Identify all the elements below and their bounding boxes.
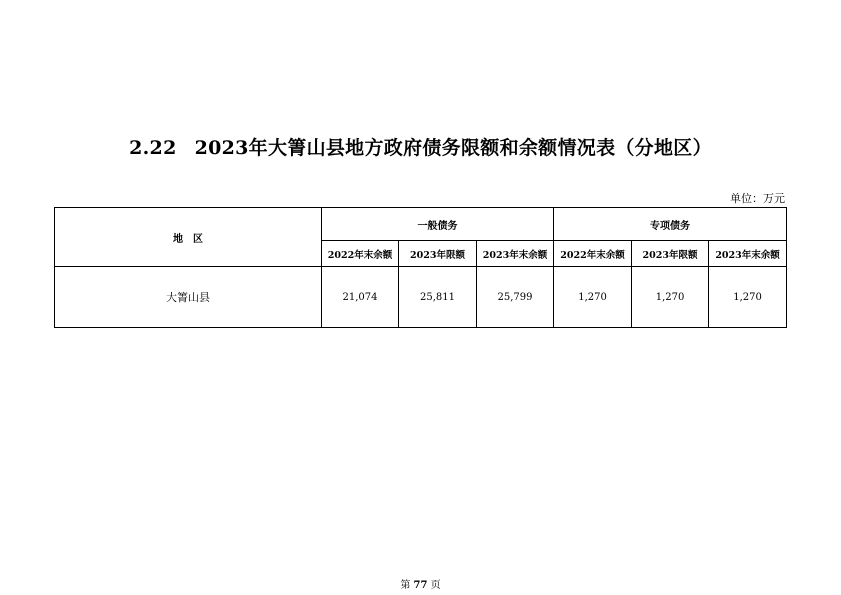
header-row-groups	[55, 208, 787, 241]
debt-table	[54, 207, 787, 328]
group-header-special-debt: 专项债务	[554, 208, 787, 241]
column-header: 2023年末余额	[709, 241, 787, 267]
value-cell: 21,074	[322, 267, 399, 328]
value-cell: 25,799	[477, 267, 554, 328]
column-header: 2022年末余额	[554, 241, 632, 267]
page-title	[0, 133, 841, 160]
column-header: 2023年限额	[399, 241, 477, 267]
column-header: 2022年末余额	[322, 241, 399, 267]
unit-label: 单位：万元	[730, 192, 785, 205]
region-cell: 大箐山县	[55, 267, 322, 328]
value-cell: 25,811	[399, 267, 477, 328]
footer-suffix: 页	[430, 580, 441, 591]
column-header: 2023年限额	[632, 241, 709, 267]
value-cell: 1,270	[709, 267, 787, 328]
value-cell: 1,270	[554, 267, 632, 328]
value-cell: 1,270	[632, 267, 709, 328]
table-row	[55, 267, 787, 328]
page-footer	[0, 576, 841, 591]
region-header: 地 区	[55, 208, 322, 267]
column-header: 2023年末余额	[477, 241, 554, 267]
section-number: 2.22	[129, 137, 177, 159]
page-number: 77	[413, 580, 428, 591]
group-header-general-debt: 一般债务	[322, 208, 554, 241]
title-text: 2023年大箐山县地方政府债务限额和余额情况表（分地区）	[194, 137, 712, 159]
footer-prefix: 第	[400, 580, 411, 591]
